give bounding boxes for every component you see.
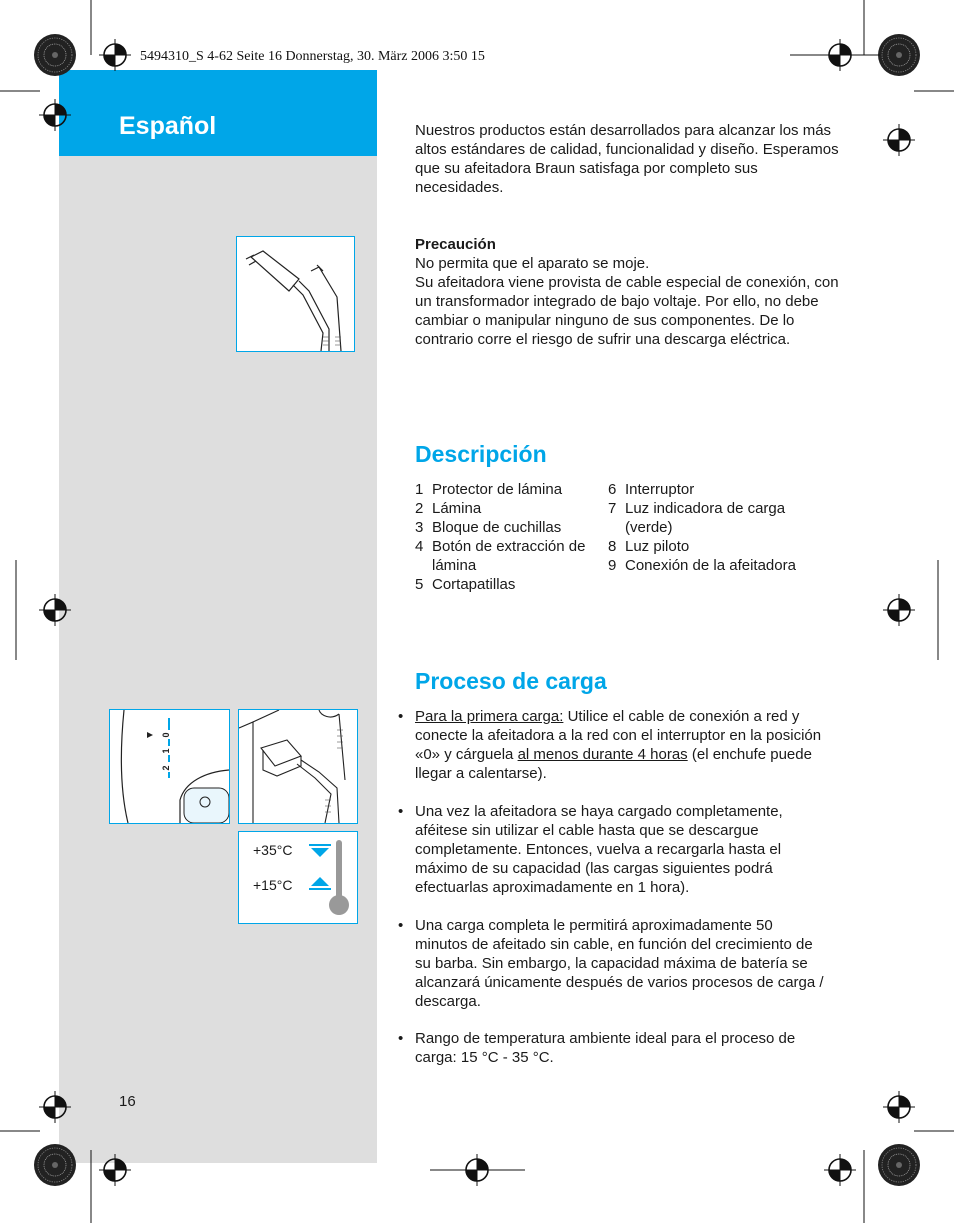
socket-illustration: [238, 709, 358, 824]
charging-bullet-3: • Una carga completa le permitirá aproximadamente 50 minutos de afeitado sin cable, en función del crecimiento de su barba. Sin embargo, la capacidad máxima de batería se alcanzará únicamente después de varios procesos de carga / descarga.: [398, 917, 824, 1010]
list-item: 7 Luz indicadora de carga (verde): [608, 500, 786, 536]
switch-mark: 1: [161, 748, 171, 754]
switch-mark: 2: [161, 765, 171, 771]
description-list-left: [415, 480, 595, 594]
star-target-icon: [878, 34, 920, 76]
star-target-icon: [878, 1144, 920, 1186]
charging-bullet-4: • Rango de temperatura ambiente ideal para el proceso de carga: 15 °C - 35 °C.: [398, 1030, 796, 1066]
description-title: Descripción: [415, 441, 547, 467]
switch-mark: 0: [161, 732, 171, 738]
intro-paragraph: Nuestros productos están desarrollados para alcanzar los más altos estándares de calidad, funcionalidad y diseño. Esperamos que su afeitadora Braun satisfaga por completo sus necesidades.: [415, 122, 839, 196]
charging-bullet-2: • Una vez la afeitadora se haya cargado completamente, aféitese sin utilizar el cable hasta que se descargue completamente. Entonces, vuelva a recargarla hasta el máximo de su capacidad (las cargas siguientes podrá efectuarlas aproximadamente en 1 hora).: [398, 803, 783, 896]
print-header: 5494310_S 4-62 Seite 16 Donnerstag, 30. März 2006 3:50 15: [140, 49, 485, 64]
list-item: 4 Botón de extracción de lámina: [415, 538, 586, 574]
list-item: 3 Bloque de cuchillas: [415, 519, 562, 536]
plug-illustration: [236, 236, 355, 352]
list-item: 6 Interruptor: [608, 481, 695, 498]
caution-section: [415, 235, 840, 349]
temp-low-label: +15°C: [253, 877, 293, 893]
list-item: 1 Protector de lámina: [415, 481, 563, 498]
star-target-icon: [34, 1144, 76, 1186]
temperature-illustration: [238, 831, 358, 924]
list-item: 9 Conexión de la afeitadora: [608, 557, 796, 574]
caution-body: Su afeitadora viene provista de cable especial de conexión, con un transformador integrado de bajo voltaje. Por ello, no debe cambiar o manipular ninguno de sus componentes. De lo contrario corre el riesgo de sufrir una descarga eléctrica.: [415, 274, 839, 348]
star-target-icon: [34, 34, 76, 76]
list-item: 2 Lámina: [415, 500, 482, 517]
caution-line: No permita que el aparato se moje.: [415, 255, 650, 272]
charging-bullet-1: • Para la primera carga: Utilice el cable de conexión a red y conecte la afeitadora a la red con el interruptor en la posición «0» y cárguela al menos durante 4 horas (el enchufe puede llegar a calentarse).: [398, 708, 822, 782]
page-number: 16: [119, 1093, 136, 1110]
description-list-right: [608, 480, 833, 575]
caution-title: Precaución: [415, 236, 496, 253]
charging-title: Proceso de carga: [415, 668, 607, 694]
temp-high-label: +35°C: [253, 842, 293, 858]
language-title: Español: [119, 112, 217, 140]
thermometer-icon: [305, 832, 357, 923]
list-item: 8 Luz piloto: [608, 538, 690, 555]
switch-illustration: [109, 709, 230, 824]
list-item: 5 Cortapatillas: [415, 576, 516, 593]
